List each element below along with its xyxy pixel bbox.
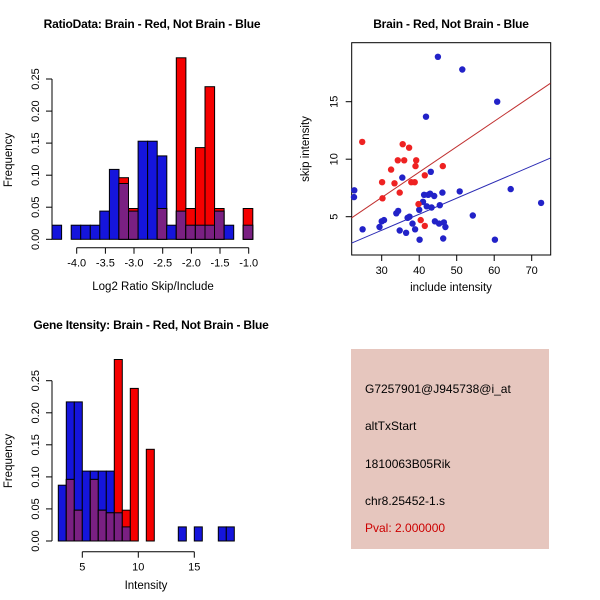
data-point	[376, 224, 382, 230]
chart-title: Brain - Red, Not Brain - Blue	[373, 17, 529, 31]
hist-bar-blue	[148, 141, 158, 239]
hist-bar-overlap	[98, 510, 106, 541]
data-point	[416, 207, 422, 213]
hist-bar-blue	[224, 225, 234, 239]
x-tick-label: 40	[413, 265, 426, 277]
x-tick-label: -3.0	[124, 257, 144, 270]
hist-bar-overlap	[186, 225, 196, 239]
y-tick-label: 0.15	[30, 434, 42, 456]
gene-histogram-plot	[0, 300, 300, 600]
x-tick-label: 5	[79, 561, 86, 574]
data-point	[440, 163, 446, 169]
hist-bar-blue	[178, 527, 186, 541]
y-axis-label: Frequency	[3, 433, 15, 489]
data-point	[400, 141, 406, 147]
data-point	[379, 195, 385, 201]
y-tick-label: 0.00	[30, 228, 42, 251]
data-point	[412, 163, 418, 169]
hist-bar-blue	[58, 485, 66, 541]
plot-area	[329, 43, 551, 277]
data-point	[379, 179, 385, 185]
x-tick-label: 50	[450, 265, 463, 277]
data-point	[440, 235, 446, 241]
data-point	[442, 224, 448, 230]
data-point	[409, 220, 415, 226]
data-point	[391, 180, 397, 186]
data-point	[415, 201, 421, 207]
data-point	[406, 214, 412, 220]
hist-bar-overlap	[176, 211, 186, 239]
panel-ratio-histogram	[0, 0, 300, 300]
data-point	[428, 169, 434, 175]
data-point	[437, 202, 443, 208]
x-tick-label: -1.0	[239, 257, 259, 270]
data-point	[457, 188, 463, 194]
hist-bar-blue	[226, 527, 234, 541]
y-tick-label: 0.05	[30, 196, 42, 218]
panel-info	[300, 300, 600, 600]
data-point	[538, 200, 544, 206]
hist-bar-red	[130, 388, 138, 541]
y-tick-label: 0.05	[30, 498, 42, 520]
x-tick-label: -2.0	[181, 257, 201, 270]
y-tick-label: 0.20	[30, 100, 42, 122]
data-point	[412, 226, 418, 232]
plot-area	[30, 58, 258, 270]
data-point	[459, 66, 465, 72]
data-point	[418, 217, 424, 223]
data-point	[406, 145, 412, 151]
data-point	[412, 179, 418, 185]
hist-bar-overlap	[119, 184, 129, 240]
hist-bar-blue	[218, 527, 226, 541]
data-point	[423, 114, 429, 120]
data-point	[428, 204, 434, 210]
x-tick-label: -3.5	[95, 257, 115, 270]
hist-bar-blue	[90, 225, 100, 239]
plot-area	[30, 360, 234, 574]
data-point	[399, 174, 405, 180]
data-point	[439, 189, 445, 195]
x-tick-label: 15	[188, 561, 201, 574]
hist-bar-overlap	[90, 479, 98, 541]
panel-gene-histogram	[0, 300, 300, 600]
data-point	[397, 227, 403, 233]
ratio-histogram-plot	[0, 0, 300, 300]
y-tick-label: 15	[328, 95, 341, 108]
x-tick-label: -2.5	[153, 257, 173, 270]
chromosome-location: chr8.25452-1.s	[365, 494, 446, 508]
chart-title: RatioData: Brain - Red, Not Brain - Blue	[43, 17, 261, 31]
y-axis-label: skip intensity	[300, 116, 312, 182]
hist-bar-red	[205, 87, 215, 240]
chart-title: Gene Itensity: Brain - Red, Not Brain - Blue	[33, 318, 269, 332]
hist-bar-overlap	[66, 479, 74, 541]
data-point	[359, 139, 365, 145]
hist-bar-blue	[138, 141, 148, 239]
y-tick-label: 0.10	[30, 164, 42, 186]
hist-bar-overlap	[157, 209, 167, 240]
hist-bar-overlap	[215, 211, 225, 239]
hist-bar-blue	[52, 225, 62, 239]
y-tick-label: 0.00	[30, 530, 42, 552]
data-point	[381, 217, 387, 223]
x-tick-label: 60	[488, 265, 501, 277]
hist-bar-overlap	[243, 225, 253, 239]
y-tick-label: 0.25	[30, 68, 42, 90]
data-point	[494, 99, 500, 105]
pval-text: Pval: 2.000000	[365, 521, 446, 535]
y-tick-label: 0.15	[30, 132, 42, 154]
hist-bar-blue	[109, 169, 119, 239]
data-point	[431, 193, 437, 199]
data-point	[403, 230, 409, 236]
data-point	[413, 157, 419, 163]
gene-name: 1810063B05Rik	[365, 457, 451, 471]
data-point	[388, 166, 394, 172]
y-tick-label: 0.25	[30, 369, 42, 392]
data-point	[359, 226, 365, 232]
panel-scatter	[300, 0, 600, 300]
data-point	[508, 186, 514, 192]
event-type: altTxStart	[365, 419, 417, 433]
x-tick-label: 10	[132, 561, 145, 574]
hist-bar-overlap	[114, 513, 122, 541]
hist-bar-blue	[82, 471, 90, 541]
data-point	[422, 223, 428, 229]
x-tick-label: -4.0	[67, 257, 87, 270]
x-axis-label: Log2 Ratio Skip/Include	[92, 281, 214, 293]
hist-bar-overlap	[129, 211, 139, 239]
y-tick-label: 0.20	[30, 402, 42, 424]
hist-bar-overlap	[195, 225, 205, 239]
data-point	[395, 157, 401, 163]
data-point	[401, 157, 407, 163]
hist-bar-blue	[167, 225, 177, 239]
hist-bar-overlap	[106, 513, 114, 541]
data-point	[435, 54, 441, 60]
data-point	[395, 208, 401, 214]
hist-bar-blue	[194, 527, 202, 541]
data-point	[422, 172, 428, 178]
x-tick-label: 70	[525, 265, 538, 277]
data-point	[492, 237, 498, 243]
hist-bar-blue	[100, 211, 110, 239]
y-axis-label: Frequency	[3, 132, 15, 188]
x-tick-label: -1.5	[210, 257, 230, 270]
y-tick-label: 5	[328, 213, 341, 220]
probe-id: G7257901@J945738@i_at	[365, 382, 511, 396]
x-axis-label: Intensity	[124, 580, 168, 592]
y-tick-label: 0.10	[30, 466, 42, 488]
y-tick-label: 10	[328, 153, 341, 166]
data-point	[397, 189, 403, 195]
hist-bar-overlap	[74, 510, 82, 541]
x-axis-label: include intensity	[410, 282, 492, 294]
hist-bar-red	[146, 449, 154, 541]
hist-bar-overlap	[122, 527, 130, 541]
data-point	[470, 212, 476, 218]
data-point	[351, 194, 357, 200]
x-tick-label: 30	[375, 265, 388, 277]
data-point	[351, 187, 357, 193]
hist-bar-blue	[71, 225, 81, 239]
info-box	[351, 349, 549, 549]
scatter-plot	[300, 0, 600, 300]
hist-bar-blue	[81, 225, 91, 239]
hist-bar-overlap	[205, 225, 215, 239]
data-point	[416, 237, 422, 243]
